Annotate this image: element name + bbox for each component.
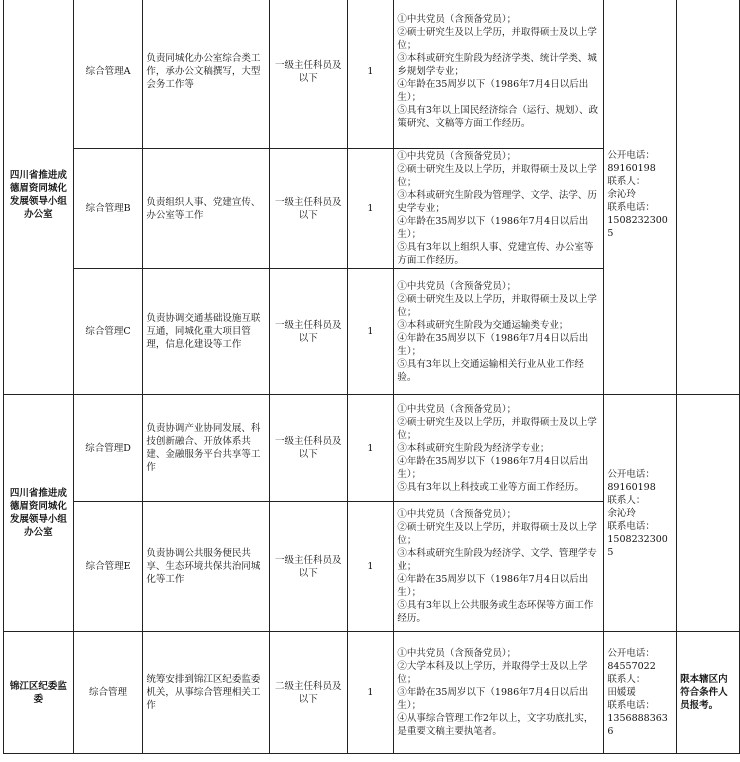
org-name: 四川省推进成德眉资同城化发展领导小组办公室 [9, 488, 67, 538]
count-cell [347, 269, 394, 395]
duty-text: 负责协调公共服务便民共享、生态环境共保共治同城化等工作 [146, 548, 261, 585]
count-text: 1 [367, 326, 374, 337]
requirement-line: ②硕士研究生及以上学历，并取得硕士及以上学位； [397, 164, 597, 188]
contact-line: 89160198 [607, 481, 656, 493]
position-name: 综合管理D [85, 442, 131, 454]
contact-line: 联系电话： [607, 700, 655, 711]
position-name: 综合管理B [85, 203, 131, 214]
duty-text: 负责组织人事、党建宣传、办公室等工作 [146, 196, 261, 221]
count-cell [347, 395, 394, 502]
org-cell [4, 395, 74, 632]
requirement-line: ①中共党员（含预备党员）； [397, 151, 517, 162]
position-cell [73, 502, 143, 632]
requirements-cell [394, 502, 604, 632]
duty-cell [143, 395, 269, 502]
note-cell [677, 0, 740, 395]
contact-line: 15082323005 [607, 215, 668, 239]
level-text: 一级主任科员及以下 [274, 196, 342, 221]
requirement-line: ②硕士研究生及以上学历，并取得硕士及以上学位； [397, 416, 597, 441]
requirement-line: ⑤具有3年以上公共服务或生态环保等方面工作经历。 [397, 600, 594, 624]
level-cell [269, 0, 347, 149]
contact-line: 联系人： [607, 176, 646, 187]
level-text: 一级主任科员及以下 [274, 59, 342, 84]
duty-cell [143, 502, 269, 632]
org-name: 四川省推进成德眉资同城化发展领导小组办公室 [9, 169, 67, 220]
contact-line: 田媛瑗 [607, 687, 636, 698]
note-text: 限本辖区内符合条件人员报考。 [680, 674, 728, 711]
org-cell [4, 0, 74, 395]
requirement-line: ①中共党员（含预备党员）； [397, 403, 517, 415]
count-text: 1 [367, 687, 374, 698]
requirement-line: ⑤具有3年以上交通运输相关行业从业工作经验。 [397, 358, 584, 383]
contact-line: 联系人： [607, 674, 646, 685]
requirement-line: ④年龄在35周岁以下（1986年7月4日以后出生）； [397, 332, 589, 357]
table-row [4, 632, 740, 754]
requirement-line: ①中共党员（含预备党员）； [397, 280, 517, 292]
recruitment-table [3, 0, 740, 754]
requirement-line: ①中共党员（含预备党员）； [397, 509, 517, 520]
requirement-line: ②硕士研究生及以上学历，并取得硕士及以上学位； [397, 293, 597, 318]
duty-text: 负责协调产业协同发展、科技创新融合、开放体系共建、金融服务平台共享等工作 [146, 423, 261, 473]
level-text: 二级主任科员及以下 [274, 680, 342, 705]
count-cell [347, 632, 394, 754]
duty-text: 负责协调交通基础设施互联互通，同城化重大项目管理，信息化建设等工作 [146, 313, 261, 350]
requirement-line: ②硕士研究生及以上学历，并取得硕士及以上学位； [397, 27, 597, 51]
duty-text: 负责同城化办公室综合类工作，承办公文稿撰写，大型会务工作等 [146, 53, 261, 90]
requirement-line: ④从事综合管理工作2年以上，文字功底扎实，是重要文稿主要执笔者。 [397, 713, 594, 737]
requirement-line: ⑤具有3年以上科技或工业等方面工作经历。 [397, 481, 584, 493]
position-name: 综合管理E [85, 561, 131, 572]
contact-line: 13568883636 [607, 713, 668, 737]
position-cell [73, 632, 143, 754]
requirement-line: ④年龄在35周岁以下（1986年7月4日以后出生）； [397, 574, 589, 598]
position-name: 综合管理C [85, 326, 131, 337]
position-cell [73, 0, 143, 149]
requirement-line: ③本科或研究生阶段为管理学、文学、法学、历史学专业； [397, 190, 597, 214]
requirement-line: ⑤具有3年以上组织人事、党建宣传、办公室等方面工作经历。 [397, 242, 594, 266]
position-name: 综合管理A [85, 66, 131, 77]
requirement-line: ②大学本科及以上学历，并取得学士及以上学位； [397, 661, 588, 685]
contact-line: 89160198 [607, 163, 656, 174]
requirement-line: ②硕士研究生及以上学历，并取得硕士及以上学位； [397, 522, 597, 546]
count-text: 1 [367, 561, 374, 572]
requirement-line: ④年龄在35周岁以下（1986年7月4日以后出生）； [397, 216, 589, 240]
requirements-cell [394, 395, 604, 502]
contact-line: 余沁玲 [607, 507, 636, 519]
count-cell [347, 0, 394, 149]
level-text: 一级主任科员及以下 [274, 436, 342, 460]
requirement-line: ①中共党员（含预备党员）； [397, 648, 517, 659]
duty-cell [143, 0, 269, 149]
count-cell [347, 502, 394, 632]
position-cell [73, 269, 143, 395]
contact-line: 公开电话： [607, 648, 655, 659]
level-text: 一级主任科员及以下 [274, 554, 342, 579]
requirement-line: ③本科或研究生阶段为经济学类、统计学类、城乡规划学专业； [397, 53, 597, 77]
requirement-line: ④年龄在35周岁以下（1986年7月4日以后出生）； [397, 455, 589, 480]
note-cell [677, 632, 740, 754]
contact-line: 公开电话： [607, 150, 655, 161]
contact-cell [604, 632, 677, 754]
contact-line: 84557022 [607, 661, 656, 672]
requirement-line: ①中共党员（含预备党员）； [397, 14, 517, 25]
requirement-line: ⑤具有3年以上国民经济综合（运行、规划）、政策研究、文稿等方面工作经历。 [397, 105, 599, 129]
requirements-cell [394, 0, 604, 149]
duty-text: 统筹安排到锦江区纪委监委机关，从事综合管理相关工作 [146, 674, 261, 711]
count-cell [347, 149, 394, 269]
level-cell [269, 632, 347, 754]
duty-cell [143, 632, 269, 754]
contact-cell [604, 0, 677, 395]
position-cell [73, 395, 143, 502]
contact-line: 15082323005 [607, 533, 668, 558]
table-row [4, 0, 740, 149]
requirement-line: ③本科或研究生阶段为经济学、文学、管理学专业； [397, 548, 597, 572]
level-cell [269, 502, 347, 632]
contact-line: 联系电话： [607, 202, 655, 213]
count-text: 1 [367, 442, 374, 454]
level-cell [269, 149, 347, 269]
level-cell [269, 395, 347, 502]
requirements-cell [394, 632, 604, 754]
count-text: 1 [367, 66, 374, 77]
requirement-line: ④年龄在35周岁以下（1986年7月4日以后出生）； [397, 79, 589, 103]
position-name: 综合管理 [89, 687, 128, 698]
contact-line: 余沁玲 [607, 189, 636, 200]
table-row [4, 395, 740, 502]
contact-line: 联系电话： [607, 520, 655, 532]
count-text: 1 [367, 203, 374, 214]
duty-cell [143, 149, 269, 269]
contact-line: 公开电话： [607, 468, 655, 480]
note-cell [677, 395, 740, 632]
org-name: 锦江区纪委监委 [9, 680, 67, 705]
requirement-line: ③本科或研究生阶段为经济学专业； [397, 442, 550, 454]
requirement-line: ③本科或研究生阶段为交通运输类专业； [397, 319, 569, 331]
requirements-cell [394, 149, 604, 269]
requirement-line: ③年龄在35周岁以下（1986年7月4日以后出生）； [397, 687, 589, 711]
level-cell [269, 269, 347, 395]
requirements-cell [394, 269, 604, 395]
duty-cell [143, 269, 269, 395]
contact-line: 联系人： [607, 494, 646, 506]
level-text: 一级主任科员及以下 [274, 319, 342, 344]
org-cell [4, 632, 74, 754]
position-cell [73, 149, 143, 269]
contact-cell [604, 395, 677, 632]
